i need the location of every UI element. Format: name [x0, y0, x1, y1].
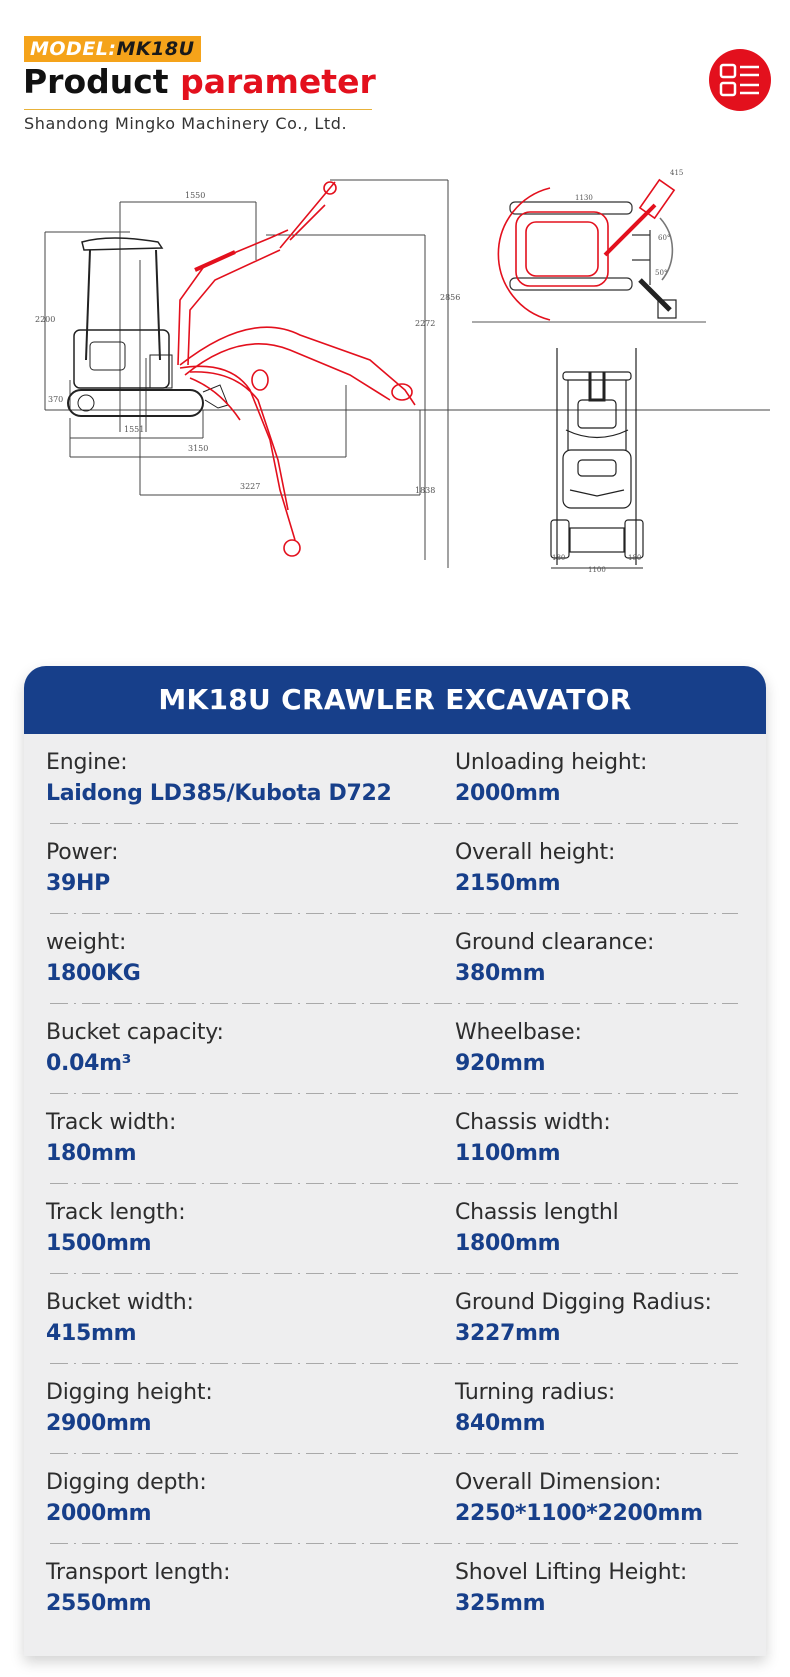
front-view-labels — [552, 554, 641, 574]
spec-label: Engine: — [46, 750, 128, 775]
spec-label: weight: — [46, 930, 127, 955]
spec-overall-dimension — [455, 1468, 703, 1530]
spec-transport-length — [46, 1558, 230, 1620]
svg-text:3227: 3227 — [240, 482, 261, 491]
svg-text:2200: 2200 — [35, 315, 56, 324]
spec-label: Overall height: — [455, 840, 616, 865]
svg-text:2856: 2856 — [440, 293, 461, 302]
spec-ground-clearance — [455, 928, 654, 990]
spec-label: Track width: — [46, 1110, 177, 1135]
model-badge — [24, 36, 201, 62]
svg-text:1130: 1130 — [575, 194, 593, 202]
svg-text:3150: 3150 — [188, 444, 209, 453]
spec-label: Digging depth: — [46, 1470, 207, 1495]
spec-unloading-height — [455, 748, 647, 810]
spec-digging-depth — [46, 1468, 207, 1530]
spec-row — [24, 1274, 766, 1364]
spec-label: Bucket width: — [46, 1290, 194, 1315]
company-name: Shandong Mingko Machinery Co., Ltd. — [24, 114, 348, 133]
spec-overall-height — [455, 838, 615, 900]
spec-power — [46, 838, 118, 900]
spec-label: Shovel Lifting Height: — [455, 1560, 688, 1585]
spec-label: Bucket capacity: — [46, 1020, 224, 1045]
spec-label: Chassis width: — [455, 1110, 611, 1135]
page-header — [0, 0, 790, 150]
spec-bucket-capacity — [46, 1018, 224, 1080]
spec-value: 39HP — [46, 871, 110, 896]
list-menu-icon — [719, 61, 763, 101]
spec-card-title: MK18U CRAWLER EXCAVATOR — [24, 666, 766, 734]
svg-text:1838: 1838 — [415, 486, 436, 495]
spec-label: Chassis lengthl — [455, 1200, 619, 1225]
spec-table — [24, 734, 766, 1634]
spec-row — [24, 734, 766, 824]
spec-chassis-width — [455, 1108, 611, 1170]
spec-value: 325mm — [455, 1591, 546, 1616]
spec-chassis-length — [455, 1198, 619, 1260]
side-view-arm-motion — [178, 182, 415, 556]
spec-value: 2000mm — [455, 781, 561, 806]
spec-value: 1800mm — [455, 1231, 561, 1256]
svg-text:415: 415 — [670, 169, 684, 177]
spec-digging-height — [46, 1378, 213, 1440]
spec-label: Turning radius: — [455, 1380, 616, 1405]
spec-label: Transport length: — [46, 1560, 231, 1585]
spec-row — [24, 914, 766, 1004]
spec-row — [24, 1454, 766, 1544]
spec-wheelbase — [455, 1018, 582, 1080]
spec-row — [24, 1094, 766, 1184]
spec-label: Track length: — [46, 1200, 186, 1225]
front-view — [551, 348, 643, 568]
spec-label: Digging height: — [46, 1380, 213, 1405]
spec-value: 2250*1100*2200mm — [455, 1501, 703, 1526]
spec-value: 380mm — [455, 961, 546, 986]
model-code: MK18U — [116, 38, 195, 60]
spec-ground-digging-radius — [455, 1288, 712, 1350]
spec-turning-radius — [455, 1378, 615, 1440]
spec-value: 0.04m³ — [46, 1051, 132, 1076]
spec-row — [24, 1364, 766, 1454]
title-divider — [24, 109, 372, 110]
spec-row — [24, 824, 766, 914]
spec-value: 1800KG — [46, 961, 141, 986]
spec-value: Laidong LD385/Kubota D722 — [46, 781, 392, 806]
spec-value: 3227mm — [455, 1321, 561, 1346]
spec-value: 2000mm — [46, 1501, 152, 1526]
spec-label: Ground Digging Radius: — [455, 1290, 712, 1315]
spec-label: Ground clearance: — [455, 930, 655, 955]
model-prefix: MODEL: — [30, 38, 117, 60]
spec-label: Unloading height: — [455, 750, 648, 775]
spec-label: Overall Dimension: — [455, 1470, 662, 1495]
technical-drawing — [30, 160, 770, 620]
spec-value: 840mm — [455, 1411, 546, 1436]
spec-value: 2900mm — [46, 1411, 152, 1436]
svg-text:2272: 2272 — [415, 319, 436, 328]
title-red: parameter — [180, 62, 376, 101]
svg-text:180: 180 — [628, 554, 642, 562]
spec-label: Wheelbase: — [455, 1020, 582, 1045]
spec-label: Power: — [46, 840, 119, 865]
svg-text:1100: 1100 — [588, 566, 606, 574]
spec-track-length — [46, 1198, 186, 1260]
svg-text:1551: 1551 — [124, 425, 145, 434]
spec-value: 2150mm — [455, 871, 561, 896]
svg-text:180: 180 — [552, 554, 566, 562]
svg-text:1550: 1550 — [185, 191, 206, 200]
svg-text:370: 370 — [48, 395, 64, 404]
spec-track-width — [46, 1108, 176, 1170]
spec-engine — [46, 748, 391, 810]
title-black: Product — [23, 62, 169, 101]
spec-value: 1100mm — [455, 1141, 561, 1166]
spec-value: 415mm — [46, 1321, 137, 1346]
spec-value: 2550mm — [46, 1591, 152, 1616]
spec-bucket-width — [46, 1288, 194, 1350]
spec-card — [24, 666, 766, 1656]
spec-row — [24, 1184, 766, 1274]
spec-row — [24, 1004, 766, 1094]
svg-text:60°: 60° — [658, 234, 671, 242]
spec-value: 180mm — [46, 1141, 137, 1166]
page-title — [23, 60, 376, 104]
spec-weight — [46, 928, 141, 990]
side-view-labels — [35, 191, 460, 495]
menu-button[interactable] — [709, 49, 771, 111]
svg-text:50°: 50° — [655, 269, 668, 277]
spec-shovel-lifting-height — [455, 1558, 687, 1620]
spec-value: 1500mm — [46, 1231, 152, 1256]
excavator-dimension-drawing — [30, 160, 770, 620]
spec-value: 920mm — [455, 1051, 546, 1076]
spec-row — [24, 1544, 766, 1634]
